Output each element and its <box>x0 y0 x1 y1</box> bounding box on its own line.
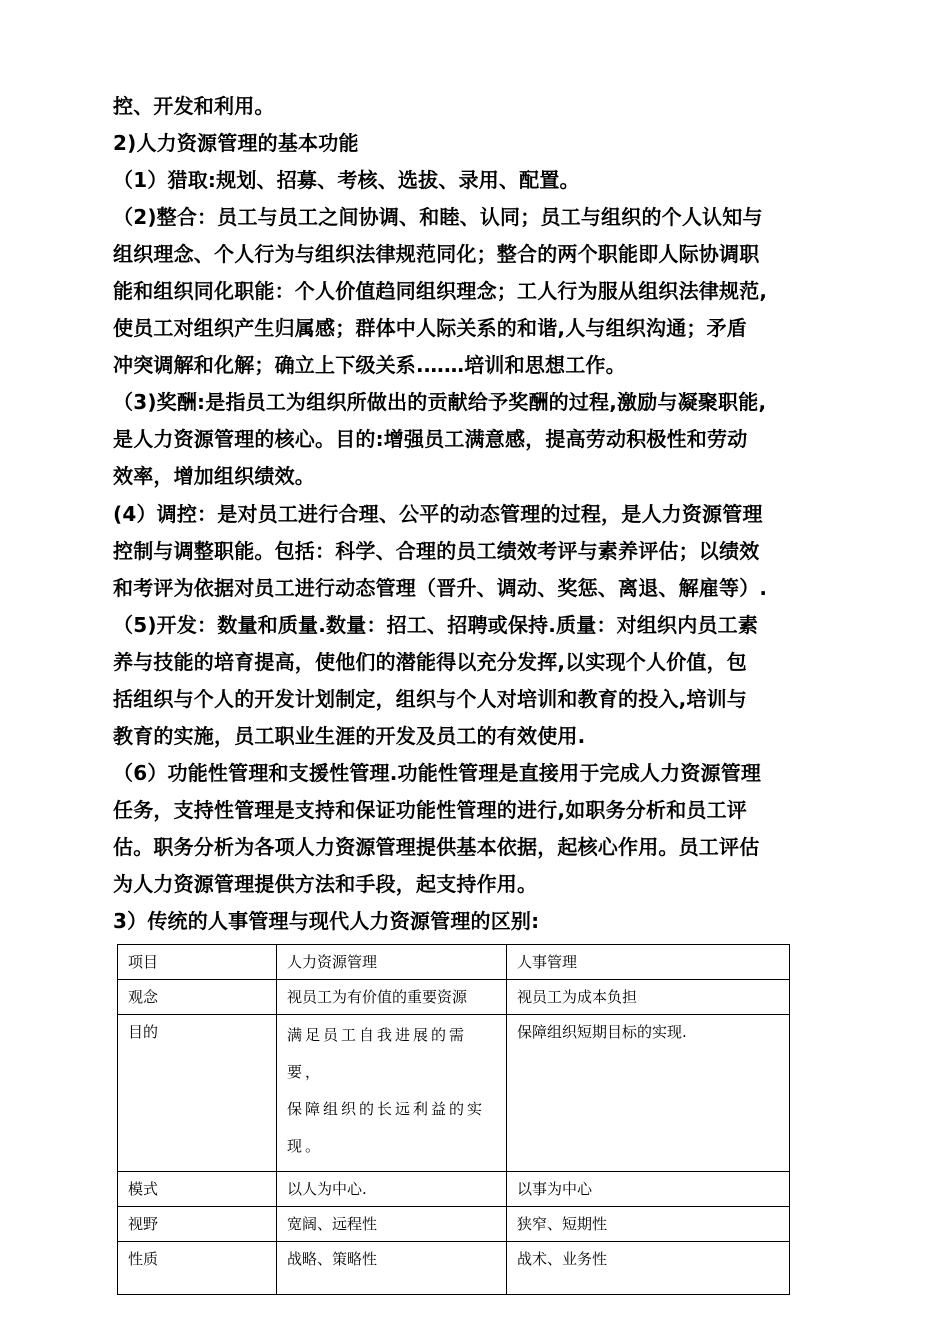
paragraph-line: 括组织与个人的开发计划制定，组织与个人对培训和教育的投入,培训与 <box>113 687 747 711</box>
table-cell: 狭窄、短期性 <box>507 1207 790 1242</box>
paragraph-line: 能和组织同化职能：个人价值趋同组织理念；工人行为服从组织法律规范, <box>113 279 768 303</box>
table-cell: 观念 <box>118 980 277 1015</box>
table-cell: 视员工为成本负担 <box>507 980 790 1015</box>
table-header-cell: 项目 <box>118 945 277 980</box>
paragraph-line: （5)开发：数量和质量.数量：招工、招聘或保持.质量：对组织内员工素 <box>113 613 759 637</box>
paragraph-line: 效率，增加组织绩效。 <box>113 464 315 488</box>
table-header-cell: 人事管理 <box>507 945 790 980</box>
table-row <box>118 1207 790 1242</box>
table-row <box>118 1242 790 1295</box>
table-row <box>118 980 790 1015</box>
paragraph-line: 为人力资源管理提供方法和手段，起支持作用。 <box>113 872 538 896</box>
paragraph-line: 是人力资源管理的核心。目的:增强员工满意感，提高劳动积极性和劳动 <box>113 427 748 451</box>
paragraph-line: 估。职务分析为各项人力资源管理提供基本依据，起核心作用。员工评估 <box>113 835 760 859</box>
paragraph-line: （2)整合：员工与员工之间协调、和睦、认同；员工与组织的个人认知与 <box>113 205 763 229</box>
paragraph-line: 组织理念、个人行为与组织法律规范同化；整合的两个职能即人际协调职 <box>113 242 760 266</box>
table-row <box>118 1172 790 1207</box>
table-row <box>118 1015 790 1172</box>
section-heading: 2)人力资源管理的基本功能 <box>113 131 359 155</box>
comparison-table <box>117 944 790 1295</box>
paragraph-line: 控、开发和利用。 <box>113 94 275 118</box>
table-cell: 目的 <box>118 1015 277 1172</box>
table-cell: 战略、策略性 <box>277 1242 507 1295</box>
paragraph-line: （6）功能性管理和支援性管理.功能性管理是直接用于完成人力资源管理 <box>113 761 762 785</box>
table-cell: 性质 <box>118 1242 277 1295</box>
paragraph-line: 使员工对组织产生归属感；群体中人际关系的和谐,人与组织沟通；矛盾 <box>113 316 747 340</box>
paragraph-line: （3)奖酬:是指员工为组织所做出的贡献给予奖酬的过程,激励与凝聚职能, <box>113 390 767 414</box>
paragraph-line: （1）猎取:规划、招募、考核、选拔、录用、配置。 <box>113 168 580 192</box>
table-header-cell: 人力资源管理 <box>277 945 507 980</box>
paragraph-line: 控制与调整职能。包括：科学、合理的员工绩效考评与素养评估；以绩效 <box>113 539 760 563</box>
table-cell: 视员工为有价值的重要资源 <box>277 980 507 1015</box>
paragraph-line: 教育的实施，员工职业生涯的开发及员工的有效使用. <box>113 724 586 748</box>
table-cell: 满足员工自我进展的需要， 保障组织的长远利益的实 现。 <box>277 1015 507 1172</box>
paragraph-line: (4）调控：是对员工进行合理、公平的动态管理的过程，是人力资源管理 <box>113 502 763 526</box>
table-cell: 宽阔、远程性 <box>277 1207 507 1242</box>
section-heading: 3）传统的人事管理与现代人力资源管理的区别: <box>113 909 540 933</box>
table-cell: 保障组织短期目标的实现. <box>507 1015 790 1172</box>
table-cell: 战术、业务性 <box>507 1242 790 1295</box>
paragraph-line: 任务，支持性管理是支持和保证功能性管理的进行,如职务分析和员工评 <box>113 798 747 822</box>
table-cell: 模式 <box>118 1172 277 1207</box>
paragraph-line: 冲突调解和化解；确立上下级关系.……培训和思想工作。 <box>113 353 626 377</box>
table-cell: 以人为中心. <box>277 1172 507 1207</box>
table-cell: 以事为中心 <box>507 1172 790 1207</box>
table-header-row <box>118 945 790 980</box>
paragraph-line: 养与技能的培育提高，使他们的潜能得以充分发挥,以实现个人价值，包 <box>113 650 747 674</box>
table-cell: 视野 <box>118 1207 277 1242</box>
paragraph-line: 和考评为依据对员工进行动态管理（晋升、调动、奖惩、离退、解雇等）. <box>113 576 768 600</box>
